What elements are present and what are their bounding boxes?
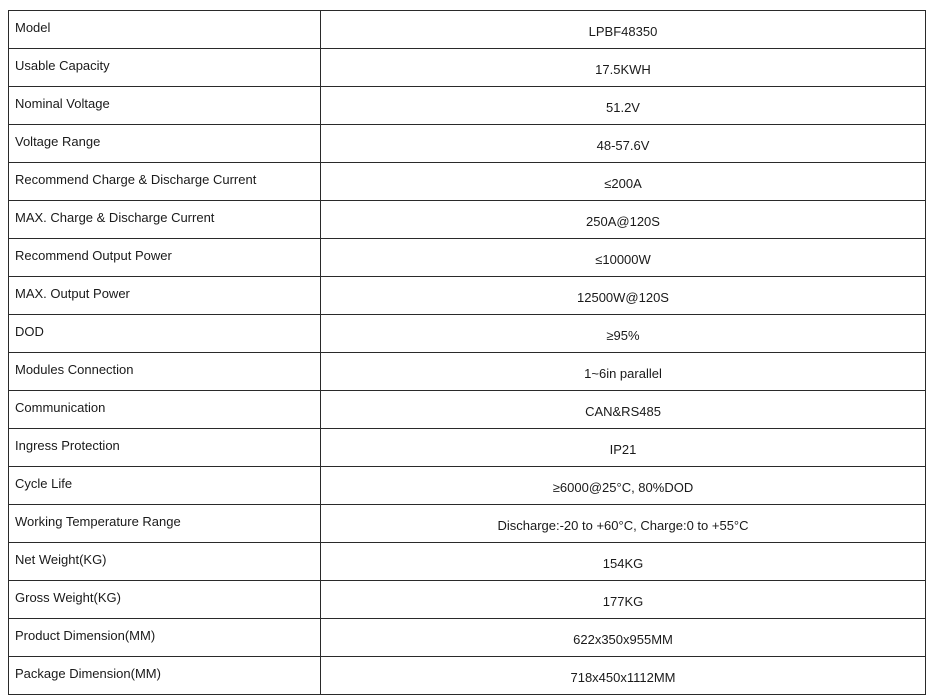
spec-value: LPBF48350 — [321, 11, 926, 49]
table-row — [9, 391, 926, 429]
table-row — [9, 429, 926, 467]
spec-value: ≤10000W — [321, 239, 926, 277]
table-row — [9, 87, 926, 125]
spec-value: ≤200A — [321, 163, 926, 201]
table-row — [9, 277, 926, 315]
spec-value: Discharge:-20 to +60°C, Charge:0 to +55°C — [321, 505, 926, 543]
spec-value: IP21 — [321, 429, 926, 467]
spec-label: Nominal Voltage — [9, 87, 321, 125]
spec-label: Gross Weight(KG) — [9, 581, 321, 619]
spec-label: Voltage Range — [9, 125, 321, 163]
table-row — [9, 49, 926, 87]
spec-table-body — [9, 11, 926, 695]
table-row — [9, 657, 926, 695]
spec-value: 622x350x955MM — [321, 619, 926, 657]
spec-value: ≥6000@25°C, 80%DOD — [321, 467, 926, 505]
table-row — [9, 543, 926, 581]
table-row — [9, 239, 926, 277]
spec-table — [8, 10, 926, 695]
spec-value: 718x450x1112MM — [321, 657, 926, 695]
spec-label: Working Temperature Range — [9, 505, 321, 543]
table-row — [9, 315, 926, 353]
spec-label: Net Weight(KG) — [9, 543, 321, 581]
spec-value: 51.2V — [321, 87, 926, 125]
table-row — [9, 11, 926, 49]
table-row — [9, 163, 926, 201]
spec-value: 1~6in parallel — [321, 353, 926, 391]
spec-label: MAX. Charge & Discharge Current — [9, 201, 321, 239]
spec-label: MAX. Output Power — [9, 277, 321, 315]
table-row — [9, 619, 926, 657]
spec-value: ≥95% — [321, 315, 926, 353]
table-row — [9, 505, 926, 543]
spec-label: Recommend Output Power — [9, 239, 321, 277]
spec-value: 17.5KWH — [321, 49, 926, 87]
spec-value: 250A@120S — [321, 201, 926, 239]
spec-value: 12500W@120S — [321, 277, 926, 315]
spec-label: Model — [9, 11, 321, 49]
table-row — [9, 467, 926, 505]
spec-label: Recommend Charge & Discharge Current — [9, 163, 321, 201]
table-row — [9, 353, 926, 391]
spec-label: Product Dimension(MM) — [9, 619, 321, 657]
spec-label: DOD — [9, 315, 321, 353]
spec-label: Usable Capacity — [9, 49, 321, 87]
spec-value: 48-57.6V — [321, 125, 926, 163]
spec-label: Communication — [9, 391, 321, 429]
spec-label: Cycle Life — [9, 467, 321, 505]
table-row — [9, 125, 926, 163]
spec-value: 177KG — [321, 581, 926, 619]
spec-label: Modules Connection — [9, 353, 321, 391]
spec-value: CAN&RS485 — [321, 391, 926, 429]
spec-label: Package Dimension(MM) — [9, 657, 321, 695]
table-row — [9, 201, 926, 239]
spec-label: Ingress Protection — [9, 429, 321, 467]
spec-value: 154KG — [321, 543, 926, 581]
